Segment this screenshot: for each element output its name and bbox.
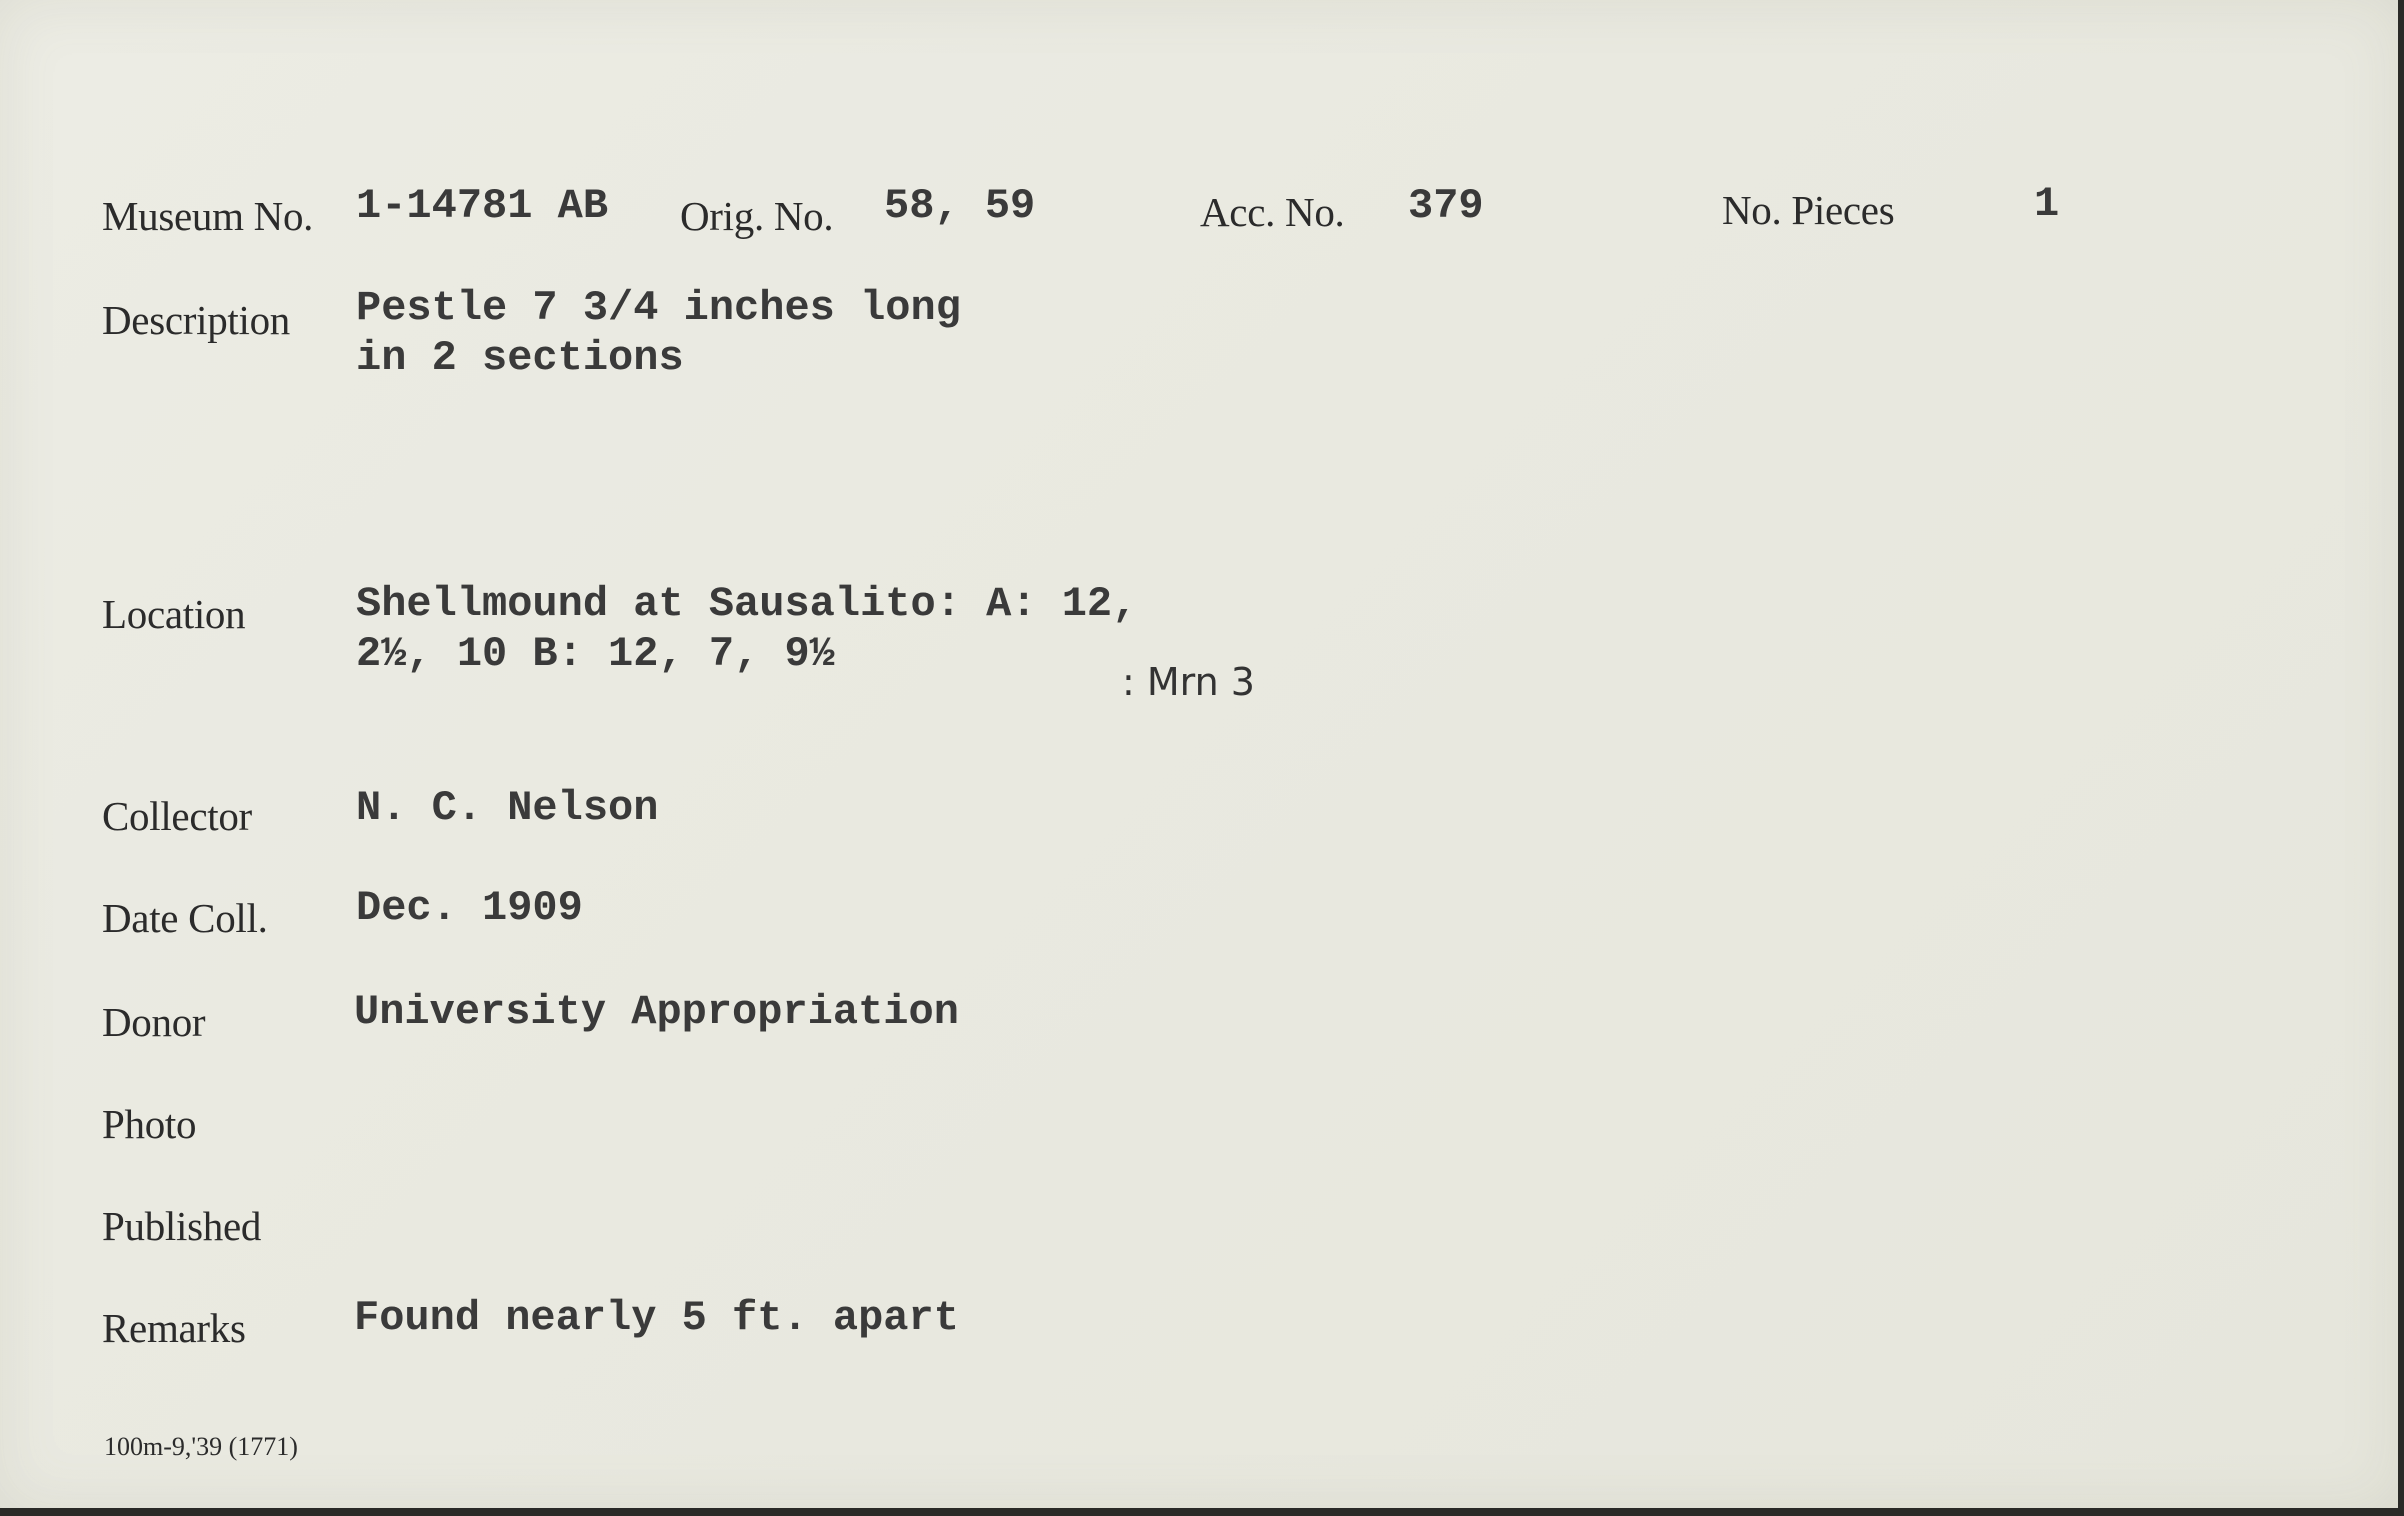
remarks-label: Remarks bbox=[102, 1305, 246, 1351]
location-line-2: 2½, 10 B: 12, 7, 9½ bbox=[356, 630, 835, 678]
orig-no-value: 58, 59 bbox=[884, 182, 1036, 230]
scan-edge-right bbox=[2398, 0, 2404, 1516]
acc-no-value: 379 bbox=[1408, 182, 1484, 230]
date-coll-value: Dec. 1909 bbox=[356, 884, 583, 932]
print-code: 100m-9,'39 (1771) bbox=[104, 1432, 298, 1461]
orig-no-label: Orig. No. bbox=[680, 193, 834, 239]
collector-value: N. C. Nelson bbox=[356, 784, 659, 832]
scan-edge-bottom bbox=[0, 1508, 2404, 1516]
donor-value: University Appropriation bbox=[354, 988, 959, 1036]
museum-no-label: Museum No. bbox=[102, 193, 314, 239]
photo-label: Photo bbox=[102, 1101, 197, 1147]
location-label: Location bbox=[102, 591, 246, 637]
location-line-1: Shellmound at Sausalito: A: 12, bbox=[356, 580, 1138, 628]
published-label: Published bbox=[102, 1203, 262, 1249]
donor-label: Donor bbox=[102, 999, 206, 1045]
no-pieces-value: 1 bbox=[2034, 180, 2060, 228]
no-pieces-label: No. Pieces bbox=[1722, 187, 1895, 233]
collector-label: Collector bbox=[102, 793, 252, 839]
location-note: : Mrn 3 bbox=[1122, 660, 1255, 704]
date-coll-label: Date Coll. bbox=[102, 895, 268, 941]
remarks-value: Found nearly 5 ft. apart bbox=[354, 1294, 959, 1342]
museum-no-value: 1-14781 AB bbox=[356, 182, 609, 230]
description-line-2: in 2 sections bbox=[356, 334, 684, 382]
acc-no-label: Acc. No. bbox=[1200, 189, 1345, 235]
description-line-1: Pestle 7 3/4 inches long bbox=[356, 284, 961, 332]
description-label: Description bbox=[102, 297, 290, 343]
